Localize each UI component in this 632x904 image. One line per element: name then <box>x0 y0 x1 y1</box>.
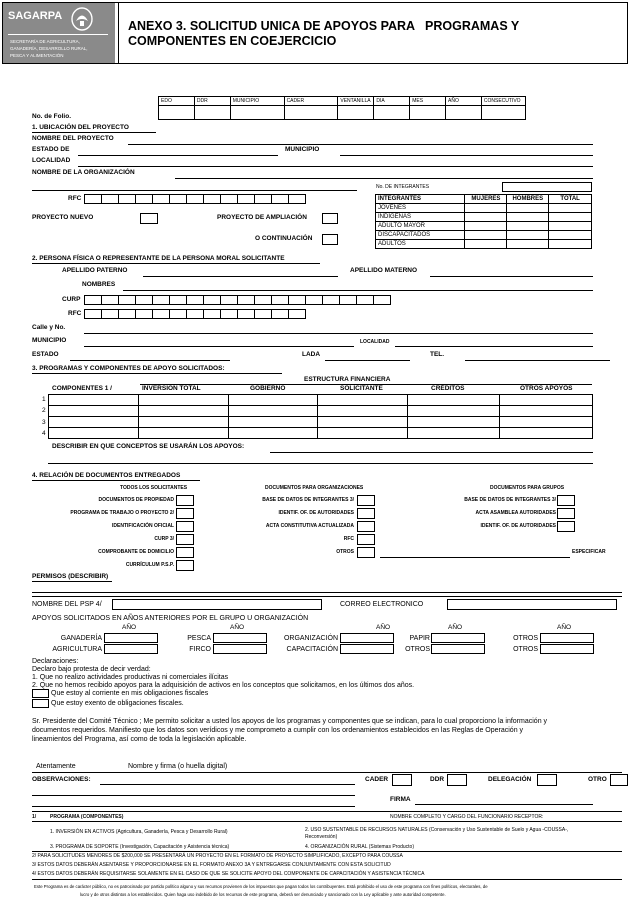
mujeres-header: MUJERES <box>465 195 507 204</box>
otros-1-input[interactable] <box>540 633 594 643</box>
nombre-proyecto-line[interactable] <box>128 144 593 145</box>
al-corriente-checkbox[interactable] <box>32 689 49 698</box>
programa-4: 4. ORGANIZACIÓN RURAL (Sistemas Producto) <box>305 844 415 850</box>
form-title-line-1: ANEXO 3. SOLICITUD UNICA DE APOYOS PARA PROGRAMAS Y <box>128 19 520 33</box>
table-cell[interactable] <box>549 240 592 249</box>
table-cell[interactable] <box>408 406 500 417</box>
apellido-paterno-label: APELLIDO PATERNO <box>62 267 128 274</box>
folio-input-ventanilla[interactable] <box>338 106 374 120</box>
exento-checkbox[interactable] <box>32 699 49 708</box>
nombre-proyecto-label: NOMBRE DEL PROYECTO <box>32 135 114 142</box>
proyecto-nuevo-checkbox[interactable] <box>140 213 158 224</box>
folio-col-ddr: DDR <box>194 97 230 106</box>
table-cell[interactable] <box>500 406 593 417</box>
municipio-line[interactable] <box>340 155 593 156</box>
observaciones-line-2[interactable] <box>32 795 355 796</box>
ddr-input[interactable] <box>447 774 467 786</box>
permisos-label: PERMISOS (DESCRIBIR) <box>32 573 109 580</box>
declaraciones-title: Declaraciones: <box>32 658 79 665</box>
folio-input-edo[interactable] <box>159 106 195 120</box>
folio-input-mes[interactable] <box>410 106 446 120</box>
row-indigenas: INDÍGENAS <box>376 213 465 222</box>
org-otros-checkbox[interactable] <box>357 547 375 558</box>
table-cell[interactable] <box>138 395 228 406</box>
table-cell[interactable] <box>507 231 549 240</box>
permisos-line-2[interactable] <box>32 596 622 597</box>
legal-line-1: Este Programa es de carácter público, no es patrocinado por partido político alguno y sus recursos provienen de los impuestos que pagan todos los contribuyentes. Está prohibido el uso de este programa con fines políticos, electorales, de <box>34 884 488 889</box>
table-cell[interactable] <box>500 395 593 406</box>
ganaderia-label: GANADERÍA <box>60 635 102 642</box>
table-cell[interactable] <box>507 204 549 213</box>
folio-input-dia[interactable] <box>374 106 410 120</box>
doc-curp: CURP 3/ <box>154 536 174 542</box>
apoyos-anteriores-title: APOYOS SOLICITADOS EN AÑOS ANTERIORES POR EL GRUPO U ORGANIZACIÓN <box>32 615 309 622</box>
folio-label: No. de Folio. <box>32 113 71 120</box>
lada-label: LADA <box>302 351 321 358</box>
table-cell[interactable] <box>549 231 592 240</box>
row-number-4: 4 <box>42 430 46 437</box>
firco-input[interactable] <box>213 644 267 654</box>
logo-text: SAGARPA <box>8 10 63 22</box>
otros-1-label: OTROS <box>513 635 538 642</box>
observaciones-label: OBSERVACIONES: <box>32 776 91 783</box>
proyecto-ampliacion-label: PROYECTO DE AMPLIACIÓN <box>217 214 307 221</box>
col-gobierno: GOBIERNO <box>250 385 286 392</box>
doc-programa-checkbox[interactable] <box>176 508 194 519</box>
folio-input-municipio[interactable] <box>230 106 284 120</box>
footnote-mid-line <box>32 821 622 822</box>
org-acta-checkbox[interactable] <box>357 521 375 532</box>
municipio2-label: MUNICIPIO <box>32 337 67 344</box>
delegacion-input[interactable] <box>537 774 557 786</box>
delegacion-label: DELEGACIÓN <box>488 776 532 783</box>
section1-title: 1. UBICACIÓN DEL PROYECTO <box>32 124 129 131</box>
total-header: TOTAL <box>549 195 592 204</box>
eagle-seal-icon <box>70 6 94 32</box>
grupo-acta-checkbox[interactable] <box>557 508 575 519</box>
table-cell[interactable] <box>549 222 592 231</box>
doc-curriculum-checkbox[interactable] <box>176 560 194 571</box>
table-cell[interactable] <box>49 395 139 406</box>
nombre-firma-label: Nombre y firma (o huella digital) <box>128 763 228 770</box>
tel-line[interactable] <box>465 360 610 361</box>
estructura-financiera: ESTRUCTURA FINANCIERA <box>304 376 391 383</box>
lada-line[interactable] <box>325 360 410 361</box>
folio-col-mes: MES <box>410 97 446 106</box>
table-cell[interactable] <box>465 222 507 231</box>
observaciones-line-1[interactable] <box>100 784 355 785</box>
agricultura-label: AGRICULTURA <box>52 646 102 653</box>
folio-col-consecutivo: CONSECUTIVO <box>481 97 525 106</box>
section4-underline <box>32 480 200 481</box>
org-otros: OTROS <box>336 549 354 555</box>
localidad2-label: LOCALIDAD <box>360 339 390 345</box>
observaciones-line-3[interactable] <box>32 806 355 807</box>
section2-underline <box>32 263 320 264</box>
section4-title: 4. RELACIÓN DE DOCUMENTOS ENTREGADOS <box>32 472 181 479</box>
municipio-label: MUNICIPIO <box>285 146 320 153</box>
footnote-2: 2/ PARA SOLICITUDES MENORES DE $200,000 SE PRESENTARÁ UN PROYECTO EN EL FORMATO DE PROYECTO SIMPLIFICADO, EXCEPTO PARA COUSSA <box>32 853 403 859</box>
curp-label: CURP <box>62 296 81 303</box>
footnote-3: 3/ ESTOS DATOS DEBERÁN ASENTARSE Y PROPORCIONARSE EN EL FORMATO ANEXO 3A Y ENTREGARSE CONJUNTAMENTE CON ESTA SOLICITUD <box>32 862 391 868</box>
pesca-input[interactable] <box>213 633 267 643</box>
col-inversion: INVERSIÓN TOTAL <box>142 385 201 392</box>
table-cell[interactable] <box>318 395 408 406</box>
declaracion-3: Que estoy al corriente en mis obligaciones fiscales <box>51 690 209 697</box>
table-cell[interactable] <box>465 204 507 213</box>
table-cell[interactable] <box>507 222 549 231</box>
nombre-org-line[interactable] <box>175 178 593 179</box>
correo-input[interactable] <box>447 599 617 610</box>
table-cell[interactable] <box>507 240 549 249</box>
pesca-label: PESCA <box>187 635 211 642</box>
table-cell[interactable] <box>408 428 500 439</box>
folio-col-edo: EDO <box>159 97 195 106</box>
cader-input[interactable] <box>392 774 412 786</box>
tel-label: TEL. <box>430 351 445 358</box>
proyecto-nuevo-label: PROYECTO NUEVO <box>32 214 94 221</box>
doc-curp-checkbox[interactable] <box>176 534 194 545</box>
hombres-header: HOMBRES <box>507 195 549 204</box>
anio-4: AÑO <box>448 624 463 631</box>
doc-propiedad-checkbox[interactable] <box>176 495 194 506</box>
table-cell[interactable] <box>138 406 228 417</box>
folio-input-cader[interactable] <box>284 106 338 120</box>
estado2-line[interactable] <box>70 360 230 361</box>
atentamente-label: Atentamente <box>36 763 76 770</box>
footnote-1-marker: 1/ <box>32 814 37 820</box>
grupo-acta: ACTA ASAMBLEA AUTORIDADES <box>475 510 556 516</box>
peticion-line-3: lineamientos del Programa, así como de toda la legislación aplicable. <box>32 736 247 743</box>
especificar-line[interactable] <box>380 557 570 558</box>
nombres-line[interactable] <box>123 290 593 291</box>
doc-programa-trabajo: PROGRAMA DE TRABAJO O PROYECTO 2/ <box>70 510 174 516</box>
firco-label: FIRCO <box>189 646 211 653</box>
table-cell[interactable] <box>49 428 139 439</box>
agency-line-3: PESCA Y ALIMENTACIÓN <box>10 53 64 58</box>
describir-label: DESCRIBIR EN QUE CONCEPTOS SE USARÁN LOS APOYOS: <box>52 443 245 450</box>
org-rfc-checkbox[interactable] <box>357 534 375 545</box>
localidad2-line[interactable] <box>395 346 593 347</box>
ddr-label: DDR <box>430 776 445 783</box>
doc-propiedad: DOCUMENTOS DE PROPIEDAD <box>98 497 174 503</box>
col1-title: TODOS LOS SOLICITANTES <box>120 485 188 491</box>
programa-2a: 2. USO SUSTENTABLE DE RECURSOS NATURALES (Conservación y Uso Sustentable de Suelo y Agua -COUSSA-, <box>305 827 569 833</box>
describir-line-1[interactable] <box>270 452 593 453</box>
organizacion-input[interactable] <box>340 633 394 643</box>
row-number-1: 1 <box>42 396 46 403</box>
correo-label: CORREO ELECTRONICO <box>340 601 424 608</box>
grupo-base-datos: BASE DE DATOS DE INTEGRANTES 3/ <box>464 497 556 503</box>
footnote-top-line <box>32 811 622 812</box>
componentes-table <box>48 394 593 439</box>
integrantes-table <box>375 194 592 249</box>
doc-comprobante: COMPROBANTE DE DOMICILIO <box>98 549 174 555</box>
anio-1: AÑO <box>122 624 137 631</box>
table-cell[interactable] <box>408 417 500 428</box>
cader-label: CADER <box>365 776 389 783</box>
folio-col-dia: DIA <box>374 97 410 106</box>
table-cell[interactable] <box>500 428 593 439</box>
grupo-identif: IDENTIF. OF. DE AUTORIDADES <box>480 523 556 529</box>
col-creditos: CRÉDITOS <box>431 385 465 392</box>
col3-title: DOCUMENTOS PARA GRUPOS <box>490 485 565 491</box>
folio-input-consecutivo[interactable] <box>481 106 525 120</box>
logo-divider <box>8 34 108 35</box>
table-cell[interactable] <box>228 406 318 417</box>
row-number-2: 2 <box>42 407 46 414</box>
org-acta: ACTA CONSTITUTIVA ACTUALIZADA <box>265 523 354 529</box>
apellido-paterno-line[interactable] <box>143 276 338 277</box>
programa-label: PROGRAMA (COMPONENTES) <box>50 814 124 820</box>
legal-line-2: lucro y de otros distintos a los establecidos. Quien haga uso indebido de los recursos de este programa, deberá ser denunciado y sancionado con la Ley aplicable y ante autoridad competente. <box>80 892 446 897</box>
row-number-3: 3 <box>42 419 46 426</box>
folio-col-anio: AÑO <box>446 97 482 106</box>
rfc-label: RFC <box>68 310 82 317</box>
row-discapacitados: DISCAPACITADOS <box>376 231 465 240</box>
otro-input[interactable] <box>610 774 628 786</box>
nombre-org-label: NOMBRE DE LA ORGANIZACIÓN <box>32 169 135 176</box>
org-rfc: RFC <box>343 536 354 542</box>
otros-3-label: OTROS <box>513 646 538 653</box>
footnote-4: 4/ ESTOS DATOS DEBERÁN REQUISITARSE SOLAMENTE EN EL CASO DE QUE SE SOLICITE APOYO DEL COMPONENTE DE CAPACITACIÓN Y ASISTENCIA TÉCNICA <box>32 871 425 877</box>
rfc-org-cells[interactable] <box>84 194 305 204</box>
curp-cells[interactable] <box>84 295 390 305</box>
programa-3: 3. PROGRAMA DE SOPORTE (Investigación, Capacitación y Asistencia técnica) <box>50 844 230 850</box>
calle-label: Calle y No. <box>32 324 66 331</box>
agency-line-2: GANADERÍA, DESARROLLO RURAL, <box>10 46 88 51</box>
table-cell[interactable] <box>549 213 592 222</box>
organizacion-label: ORGANIZACIÓN <box>283 635 338 642</box>
section1-underline <box>32 132 156 133</box>
apellido-materno-label: APELLIDO MATERNO <box>350 267 418 274</box>
doc-comprobante-checkbox[interactable] <box>176 547 194 558</box>
especificar-label: ESPECIFICAR <box>572 549 606 555</box>
declaracion-1: 1. Que no realizo actividades productivas ni comerciales ilícitas <box>32 674 229 681</box>
funcionario-label: NOMBRE COMPLETO Y CARGO DEL FUNCIONARIO RECEPTOR: <box>390 814 544 820</box>
table-cell[interactable] <box>465 240 507 249</box>
nombre-org-line-2[interactable] <box>32 190 357 191</box>
folio-input-anio[interactable] <box>446 106 482 120</box>
col-solicitante: SOLICITANTE <box>340 385 383 392</box>
section3-title: 3. PROGRAMAS Y COMPONENTES DE APOYO SOLICITADOS: <box>32 365 225 372</box>
continuacion-checkbox[interactable] <box>322 234 338 245</box>
anio-5: AÑO <box>557 624 572 631</box>
nombres-label: NOMBRES <box>82 281 116 288</box>
table-cell[interactable] <box>49 406 139 417</box>
municipio2-line[interactable] <box>84 346 354 347</box>
folio-col-cader: CADER <box>284 97 338 106</box>
doc-identificacion: IDENTIFICACIÓN OFICIAL <box>112 523 174 529</box>
table-cell[interactable] <box>549 204 592 213</box>
otros-3-input[interactable] <box>540 644 594 654</box>
declaracion-2: 2. Que no hemos recibido apoyos para la adquisición de activos en los conceptos que solicitamos, en los últimos dos años. <box>32 682 415 689</box>
calle-line[interactable] <box>84 333 593 334</box>
doc-curriculum: CURRÍCULUM P.S.P. <box>125 562 174 568</box>
grupo-identif-checkbox[interactable] <box>557 521 575 532</box>
rfc-cells[interactable] <box>84 309 305 319</box>
ganaderia-input[interactable] <box>104 633 158 643</box>
estado2-label: ESTADO <box>32 351 59 358</box>
rfc-org-label: RFC <box>68 195 82 202</box>
anio-3: AÑO <box>376 624 391 631</box>
table-cell[interactable] <box>228 417 318 428</box>
table-cell[interactable] <box>408 395 500 406</box>
section3-underline <box>32 373 282 374</box>
integrantes-header: INTEGRANTES <box>376 195 465 204</box>
org-identif-checkbox[interactable] <box>357 508 375 519</box>
anio-2: AÑO <box>230 624 245 631</box>
col-otros-apoyos: OTROS APOYOS <box>520 385 573 392</box>
doc-identificacion-checkbox[interactable] <box>176 521 194 532</box>
permisos-underline <box>32 581 112 582</box>
proyecto-ampliacion-checkbox[interactable] <box>322 213 338 224</box>
describir-line-2[interactable] <box>48 463 593 464</box>
estado-label: ESTADO DE <box>32 146 70 153</box>
footnote-line-3 <box>32 851 622 852</box>
table-cell[interactable] <box>228 428 318 439</box>
no-integrantes-label: No. DE INTEGRANTES <box>376 184 430 190</box>
firma-label: FIRMA <box>390 796 411 803</box>
papir-label: PAPIR <box>409 635 430 642</box>
section2-title: 2. PERSONA FÍSICA O REPRESENTANTE DE LA PERSONA MORAL SOLICITANTE <box>32 255 285 262</box>
footnote-line-4 <box>32 879 622 880</box>
header-divider <box>118 3 119 63</box>
declaracion-4: Que estoy exento de obligaciones fiscales. <box>51 700 184 707</box>
col2-title: DOCUMENTOS PARA ORGANIZACIONES <box>265 485 364 491</box>
programa-2b: Reconversión) <box>305 834 338 840</box>
org-base-datos: BASE DE DATOS DE INTEGRANTES 3/ <box>262 497 354 503</box>
capacitacion-input[interactable] <box>340 644 394 654</box>
no-integrantes-input[interactable] <box>502 182 592 192</box>
col-componentes: COMPONENTES 1 / <box>52 385 112 392</box>
grupo-base-datos-checkbox[interactable] <box>557 495 575 506</box>
papir-input[interactable] <box>431 633 485 643</box>
table-cell[interactable] <box>500 417 593 428</box>
folio-col-ventanilla: VENTANILLA <box>338 97 374 106</box>
row-adulto-mayor: ADULTO MAYOR <box>376 222 465 231</box>
table-cell[interactable] <box>138 417 228 428</box>
firma-separator <box>32 772 622 773</box>
table-cell[interactable] <box>318 428 408 439</box>
localidad-label: LOCALIDAD <box>32 157 71 164</box>
declaraciones-intro: Declaro bajo protesta de decir verdad: <box>32 666 151 673</box>
table-cell[interactable] <box>465 213 507 222</box>
agency-line-1: SECRETARÍA DE AGRICULTURA, <box>10 39 80 44</box>
peticion-line-1: Sr. Presidente del Comité Técnico ; Me permito solicitar a usted los apoyos de los programas y componentes que se indican, para lo cual proporciono la información y <box>32 718 548 725</box>
row-adultos: ADULTOS <box>376 240 465 249</box>
otro-label: OTRO <box>588 776 607 783</box>
otros-2-input[interactable] <box>431 644 485 654</box>
peticion-line-2: documentos requeridos. Manifiesto que los datos son verídicos y me comprometo a cumplir con los ordenamientos establecidos en las Reglas de Operación y <box>32 727 524 734</box>
apellido-materno-line[interactable] <box>430 276 593 277</box>
folio-table <box>158 96 526 120</box>
table-cell[interactable] <box>49 417 139 428</box>
psp-label: NOMBRE DEL PSP 4/ <box>32 601 102 608</box>
permisos-line-1[interactable] <box>32 592 622 593</box>
table-cell[interactable] <box>138 428 228 439</box>
table-cell[interactable] <box>465 231 507 240</box>
capacitacion-label: CAPACITACIÓN <box>286 646 338 653</box>
table-cell[interactable] <box>228 395 318 406</box>
localidad-line[interactable] <box>78 166 593 167</box>
programa-1: 1. INVERSIÓN EN ACTIVOS (Agricultura, Ganadería, Pesca y Desarrollo Rural) <box>50 829 228 835</box>
table-cell[interactable] <box>318 406 408 417</box>
row-jovenes: JÓVENES <box>376 204 465 213</box>
agricultura-input[interactable] <box>104 644 158 654</box>
table-cell[interactable] <box>318 417 408 428</box>
estado-line[interactable] <box>78 155 278 156</box>
continuacion-label: O CONTINUACIÓN <box>255 235 313 242</box>
table-cell[interactable] <box>507 213 549 222</box>
psp-input[interactable] <box>112 599 322 610</box>
folio-input-ddr[interactable] <box>194 106 230 120</box>
org-identif: IDENTIF. OF. DE AUTORIDADES <box>278 510 354 516</box>
folio-col-municipio: MUNICIPIO <box>230 97 284 106</box>
otros-2-label: OTROS <box>405 646 430 653</box>
org-base-datos-checkbox[interactable] <box>357 495 375 506</box>
form-title-line-2: COMPONENTES EN COEJERCICIO <box>128 34 337 48</box>
firma-line[interactable] <box>415 804 593 805</box>
